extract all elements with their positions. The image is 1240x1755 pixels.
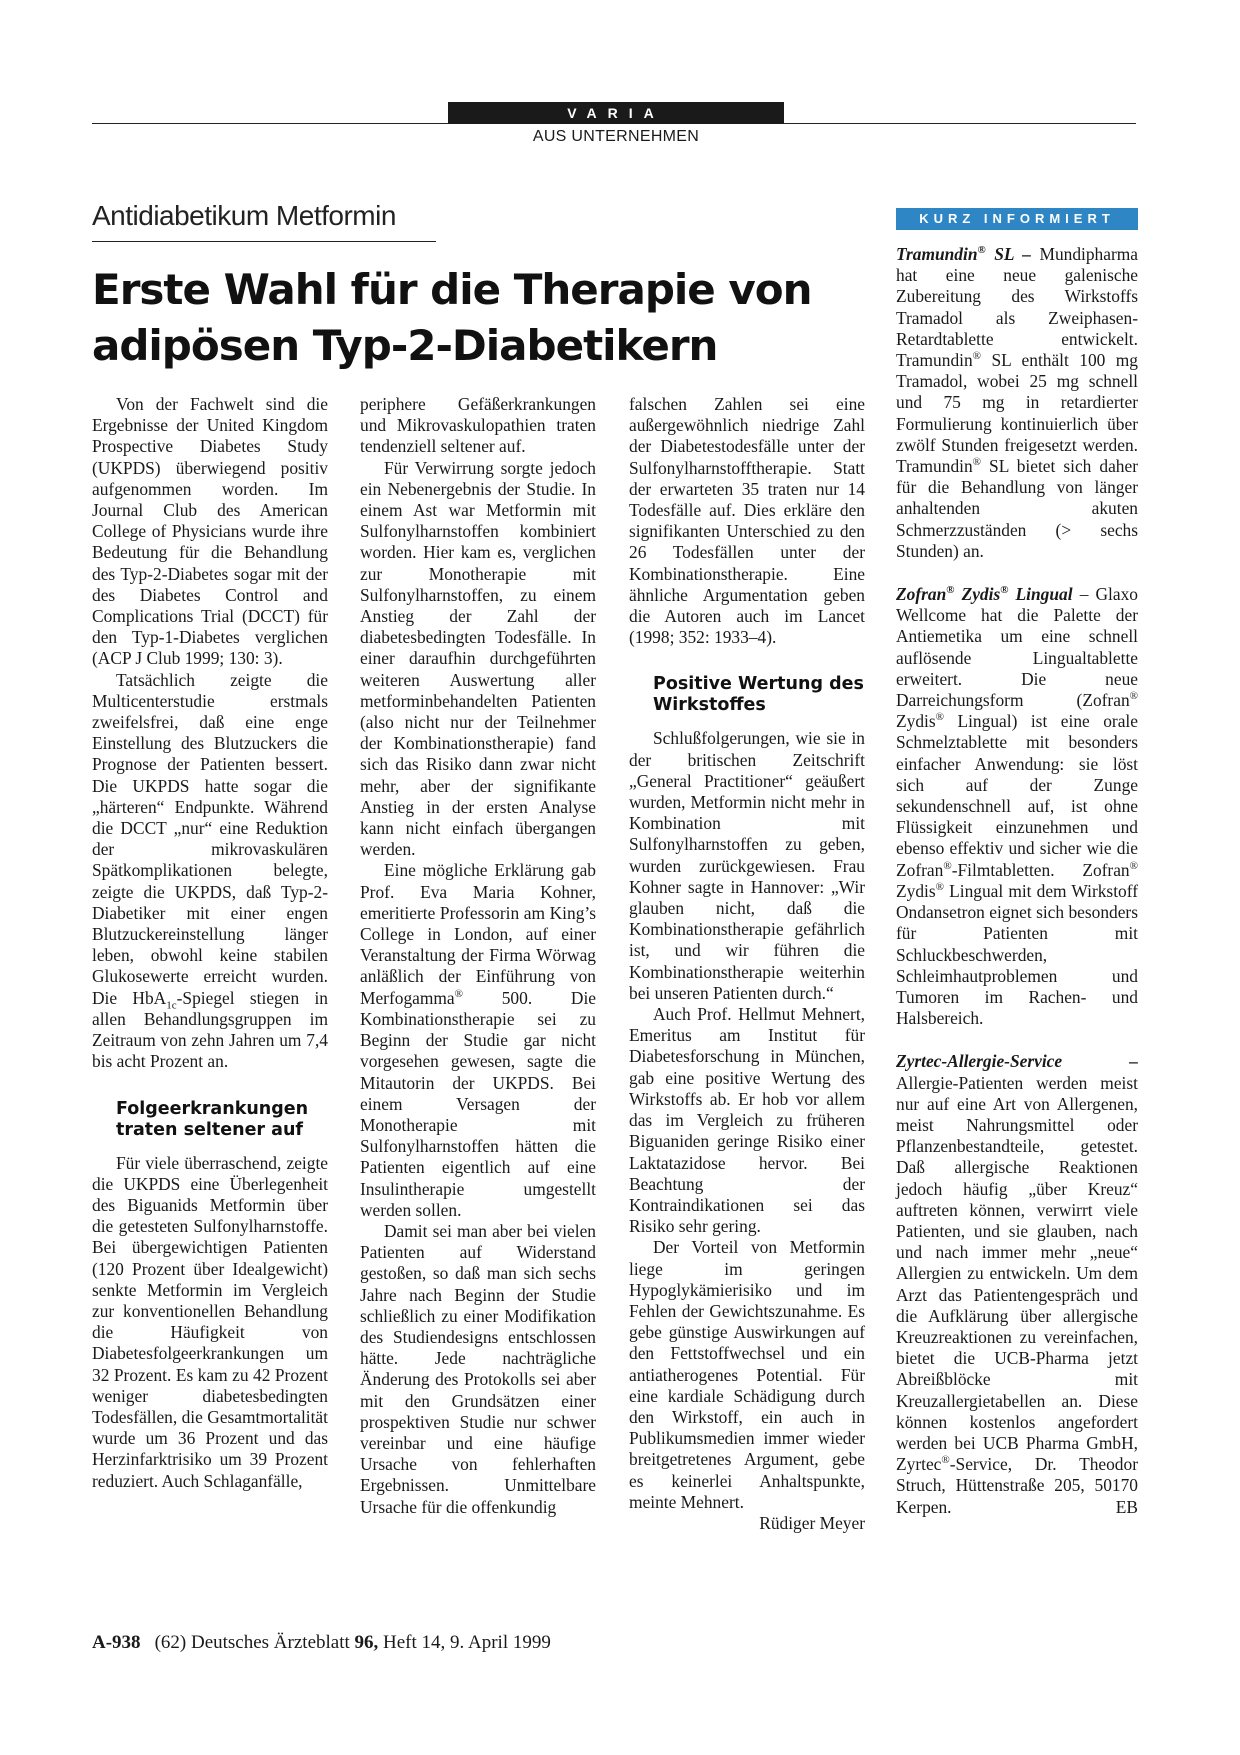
sidebar-item-zyrtec: Zyrtec-Allergie-Service – Allergie-Patienten werden meist nur auf eine Art von Allergenen, meist Nahrungsmittel oder Pflanzenbestandteile, getestet. Daß allergische Reaktionen jedoch häufig „über Kreuz“ auftreten können, verwirrt viele Patienten, und sie glauben, nach und nach immer mehr „neue“ Allergien zu entwickeln. Um dem Arzt das Patientengespräch und die Aufklärung über allergische Kreuzreaktionen zu vereinfachen, bietet die UCB-Pharma jetzt Abreißblöcke mit Kreuzallergietabellen an. Diese können kostenlos angefordert werden bei UCB Pharma GmbH, Zyrtec®-Service, Dr. Theodor Struch, Hüttenstraße 205, 50170 Kerpen. EB <box>896 1051 1138 1517</box>
paragraph: Für Verwirrung sorgte jedoch ein Nebenergebnis der Studie. In einem Ast war Metformin mit Sulfonylharnstoffen kombiniert worden. Hier kam es, verglichen zur Monotherapie mit Sulfonylharnstoffen, zu einem Anstieg der Zahl der diabetesbedingten Todesfälle. In einer daraufhin durchgeführten weiteren Auswertung aller metforminbehandelten Patienten (also nicht nur der Teilnehmer der Kombinationstherapie) fand sich das Risiko dann zwar nicht mehr, aber der signifikante Anstieg in der ersten Analyse kann nicht einfach übergangen werden. <box>360 457 596 860</box>
page-number: A-938 <box>92 1632 141 1653</box>
paragraph: Tatsächlich zeigte die Multicenterstudie erstmals zweifelsfrei, daß eine enge Einstellung des Blutzuckers die Prognose der Patienten bessert. Die UKPDS hatte sogar die „härteren“ Endpunkte. Während die DCCT „nur“ eine Reduktion der mikrovaskulären Spätkomplikationen belegte, zeigte die UKPDS, daß Typ-2-Diabetiker mit einer engen Blutzuckereinstellung länger leben, obwohl keine stabilen Glukosewerte erreicht wurden. Die HbA$_{1c}$-Spiegel stiegen in allen Behandlungsgruppen im Zeitraum von zehn Jahren um 7,4 bis acht Prozent an. <box>92 669 328 1072</box>
paragraph: Von der Fachwelt sind die Ergebnisse der United Kingdom Prospective Diabetes Study (UKPDS) überwiegend positiv aufgenommen worden. Im Journal Club des American College of Physicians wurde ihre Bedeutung für die Behandlung des Typ-2-Diabetes sogar mit der des Diabetes Control and Complications Trial (DCCT) für den Typ-1-Diabetes verglichen (ACP J Club 1999; 130: 3). <box>92 394 328 669</box>
paragraph: Schlußfolgerungen, wie sie in der britischen Zeitschrift „General Practitioner“ geäußert wurden, Metformin nicht mehr in Kombination mit Sulfonylharnstoffen zu geben, wurden zurückgewiesen. Frau Kohner sagte in Hannover: „Wir glauben nicht, daß die Kombinationstherapie gefährlich ist, und wir führen die Kombinationstherapie weiterhin bei unseren Patienten durch.“ <box>629 728 865 1003</box>
sidebar-item-tramundin: Tramundin® SL – Mundipharma hat eine neue galenische Zubereitung des Wirkstoffs Tramadol als Zweiphasen-Retardtablette entwickelt. Tramundin® SL enthält 100 mg Tramadol, wobei 25 mg schnell und 75 mg in retardierter Formulierung kontinuierlich über zwölf Stunden freigesetzt werden. Tramundin® SL bietet sich daher für die Behandlung von länger anhaltenden akuten Schmerzzuständen (> sechs Stunden) an. <box>896 244 1139 561</box>
paragraph: Auch Prof. Hellmut Mehnert, Emeritus am Institut für Diabetesforschung in München, gab eine positive Wertung des Wirkstoffs ab. Er hob vor allem das im Vergleich zu früheren Biguaniden geringe Risiko einer Laktatazidose hervor. Bei Beachtung der Kontraindikationen sei das Risiko sehr gering. <box>629 1004 865 1237</box>
paragraph: periphere Gefäßerkrankungen und Mikrovaskulopathien traten tendenziell seltener auf. <box>360 394 596 457</box>
article-kicker: Antidiabetikum Metformin <box>92 200 396 231</box>
paragraph: Der Vorteil von Metformin liege im geringen Hypoglykämierisiko und im Fehlen der Gewichtszunahme. Es gebe günstige Auswirkungen auf den Fettstoffwechsel und ein antiatherogenes Potential. Für eine kardiale Schädigung durch den Wirkstoff, ein auch in Publikumsmedien immer wieder breitgetretenes Argument, gebe es keinerlei Anhaltspunkte, meinte Mehnert. Rüdiger Meyer <box>629 1237 865 1533</box>
kicker-rule <box>92 241 436 242</box>
sidebar-signature: EB <box>1115 1496 1138 1517</box>
article-headline <box>92 262 892 374</box>
page-footer <box>92 1632 551 1654</box>
sidebar-item-zofran: Zofran® Zydis® Lingual – Glaxo Wellcome hat die Palette der Antiemetika um eine schnell auflösende Lingualtablette erweitert. Die neue Darreichungsform (Zofran® Zydis® Lingual) ist eine orale Schmelztablette mit besonders einfacher Anwendung: sie löst sich auf der Zunge sekundenschnell auf, ist ohne Flüssigkeit einzunehmen und ebenso effektiv und sicher wie die Zofran®-Filmtabletten. Zofran® Zydis® Lingual mit dem Wirkstoff Ondansetron eignet sich besonders für Patienten mit Schluckbeschwerden, Schleimhautproblemen und Tumoren im Rachen- und Halsbereich. <box>896 584 1138 1029</box>
subheading: Folgeerkrankungen traten seltener auf <box>116 1098 309 1140</box>
footer-volume: 96, <box>354 1632 379 1653</box>
headline-line-1: Erste Wahl für die Therapie von <box>92 265 812 314</box>
footer-issue: Heft 14, 9. April 1999 <box>378 1632 551 1653</box>
paragraph: falschen Zahlen sei eine außergewöhnlich niedrige Zahl der Diabetestodesfälle unter der Sulfonylharnstofftherapie. Statt der erwarteten 35 traten nur 14 Todesfälle auf. Dies erkläre den signifikanten Unterschied zu den 26 Todesfällen unter der Kombinationstherapie. Eine ähnliche Argumentation geben die Autoren auch im Lancet (1998; 352: 1933–4). <box>629 394 865 648</box>
headline-line-2: adipösen Typ-2-Diabetikern <box>92 321 718 370</box>
paragraph: Eine mögliche Erklärung gab Prof. Eva Maria Kohner, emeritierte Professorin am King’s College in London, auf einer Veranstaltung der Firma Wörwag anläßlich der Einführung von Merfogamma® 500. Die Kombinationstherapie sei zu Beginn der Studie gar nicht vorgesehen gewesen, sagte die Mitautorin der UKPDS. Bei einem Versagen der Monotherapie mit Sulfonylharnstoffen hätten die Patienten eigentlich auf eine Insulintherapie umgestellt werden sollen. <box>360 860 596 1220</box>
article-column-1 <box>92 394 328 1492</box>
article-column-3 <box>629 394 865 1534</box>
subheading: Positive Wertung des Wirkstoffes <box>653 674 864 716</box>
paragraph: Für viele überraschend, zeigte die UKPDS eine Überlegenheit des Biguanids Metformin über die getesteten Sulfonylharnstoffe. Bei übergewichtigen Patienten (120 Prozent über Idealgewicht) senkte Metformin im Vergleich zur konventionellen Behandlung die Häufigkeit von Diabetesfolgeerkrankungen um 32 Prozent. Es kam zu 42 Prozent weniger diabetesbedingten Todesfällen, die Gesamtmortalität wurde um 36 Prozent und das Herzinfarktrisiko um 39 Prozent reduziert. Auch Schlaganfälle, <box>92 1152 328 1491</box>
sidebar-column <box>896 244 1138 1540</box>
article-column-2 <box>360 394 596 1518</box>
subsection-label: AUS UNTERNEHMEN <box>532 128 700 145</box>
author-signature: Rüdiger Meyer <box>759 1512 865 1533</box>
section-label: VARIA <box>448 102 784 124</box>
paragraph: Damit sei man aber bei vielen Patienten auf Widerstand gestoßen, so daß man sich sechs Jahre nach Beginn der Studie schließlich zu einer Modifikation des Studiendesigns entschlossen hätte. Jede nachträgliche Änderung des Protokolls sei aber mit den Grundsätzen einer prospektiven Studie nur schwer vereinbar und eine häufige Ursache von fehlerhaften Ergebnissen. Unmittelbare Ursache für die offenkundig <box>360 1220 596 1517</box>
sidebar-label: KURZ INFORMIERT <box>896 208 1138 230</box>
footer-prefix: (62) Deutsches Ärzteblatt <box>154 1632 355 1653</box>
